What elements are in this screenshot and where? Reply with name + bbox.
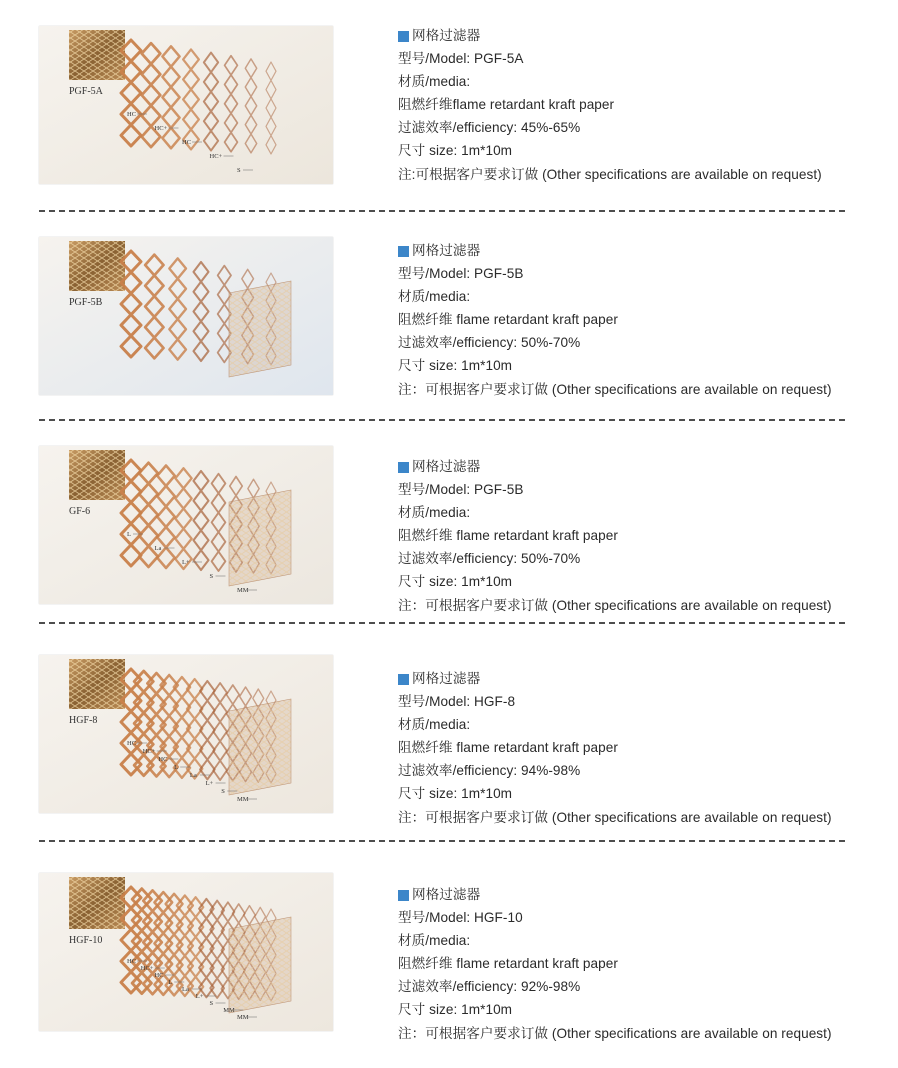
product-photo [39,655,333,813]
filter-illustration [39,446,333,604]
layer-label: HC+ [142,748,156,755]
note-line: 注：可根据客户要求订做 (Other specifications are available on request) [398,381,832,397]
layer-label: L+ [195,993,204,1000]
filter-illustration [39,655,333,813]
size-line: 尺寸 size: 1m*10m [398,358,513,374]
layer-label: L+ [205,780,214,787]
layer-label: La [154,545,162,552]
model-line: 型号/Model: PGF-5B [398,482,524,498]
model-tag: HGF-10 [69,935,103,946]
heading-text: 网格过滤器 [412,887,481,902]
note-line: 注：可根据客户要求订做 (Other specifications are available on request) [398,809,832,825]
filter-illustration [39,26,333,184]
blue-square-icon [398,246,409,257]
spec-block [398,667,832,829]
product-section [0,0,898,210]
product-photo [39,26,333,184]
media-label-line: 材质/media: [398,717,471,733]
efficiency-line: 过滤效率/efficiency: 45%-65% [398,120,581,136]
spec-heading [398,455,832,478]
spec-heading [398,667,832,690]
note-line: 注：可根据客户要求订做 (Other specifications are available on request) [398,1025,832,1041]
size-line: 尺寸 size: 1m*10m [398,574,513,590]
product-section [0,843,898,1053]
spec-block [398,883,832,1045]
section-divider [39,210,845,212]
blue-square-icon [398,674,409,685]
note-line: 注:可根据客户要求订做 (Other specifications are available on request) [398,166,822,182]
layer-label: HC+ [140,965,154,972]
layer-label: HC [158,756,168,763]
product-section [0,419,898,629]
efficiency-line: 过滤效率/efficiency: 92%-98% [398,979,581,995]
efficiency-line: 过滤效率/efficiency: 50%-70% [398,551,581,567]
product-photo [39,873,333,1031]
filter-illustration [39,237,333,395]
layer-label: La [182,986,189,993]
layer-label: HC+ [209,153,223,160]
layer-label: L [127,531,131,538]
layer-label: L [168,979,173,986]
media-line: 阻燃纤维 flame retardant kraft paper [398,312,618,328]
model-line: 型号/Model: HGF-10 [398,910,523,926]
size-line: 尺寸 size: 1m*10m [398,786,513,802]
heading-text: 网格过滤器 [412,243,481,258]
layer-label: HC [127,740,137,747]
model-tag: PGF-5A [69,86,103,97]
model-tag: GF-6 [69,506,91,517]
media-label-line: 材质/media: [398,289,471,305]
media-line: 阻燃纤维flame retardant kraft paper [398,97,615,113]
note-line: 注：可根据客户要求订做 (Other specifications are available on request) [398,597,832,613]
layer-label: MM [223,1007,235,1014]
layer-label: La [189,772,197,779]
layer-label: HC [182,139,192,146]
blue-square-icon [398,462,409,473]
model-tag: HGF-8 [69,715,98,726]
model-line: 型号/Model: PGF-5A [398,51,524,67]
heading-text: 网格过滤器 [412,671,481,686]
spec-heading [398,24,822,47]
layer-label: MM [237,1014,249,1021]
heading-text: 网格过滤器 [412,459,481,474]
product-section [0,210,898,420]
section-divider [39,840,845,842]
product-photo [39,446,333,604]
layer-label: S [221,788,225,795]
layer-label: HC [127,111,137,118]
heading-text: 网格过滤器 [412,28,481,43]
section-divider [39,622,845,624]
media-line: 阻燃纤维 flame retardant kraft paper [398,740,618,756]
product-section [0,625,898,835]
section-divider [39,419,845,421]
layer-label: S [209,573,214,580]
layer-label: HC [154,972,164,979]
size-line: 尺寸 size: 1m*10m [398,1002,513,1018]
model-line: 型号/Model: HGF-8 [398,694,516,710]
spec-heading [398,239,832,262]
layer-label: S [209,1000,214,1007]
efficiency-line: 过滤效率/efficiency: 94%-98% [398,763,581,779]
media-label-line: 材质/media: [398,74,471,90]
blue-square-icon [398,890,409,901]
model-tag: PGF-5B [69,297,103,308]
spec-block [398,24,822,186]
layer-label: L+ [182,559,190,566]
media-label-line: 材质/media: [398,505,471,521]
layer-label: S [237,167,241,174]
media-label-line: 材质/media: [398,933,471,949]
media-line: 阻燃纤维 flame retardant kraft paper [398,528,618,544]
size-line: 尺寸 size: 1m*10m [398,143,513,159]
spec-heading [398,883,832,906]
blue-square-icon [398,31,409,42]
spec-block [398,455,832,617]
layer-label: MM [237,796,249,803]
media-line: 阻燃纤维 flame retardant kraft paper [398,956,618,972]
filter-illustration [39,873,333,1031]
product-photo [39,237,333,395]
efficiency-line: 过滤效率/efficiency: 50%-70% [398,335,581,351]
layer-label: MM [237,587,249,594]
layer-label: L [174,764,179,771]
layer-label: HC+ [154,125,168,132]
layer-label: HC [127,958,137,965]
model-line: 型号/Model: PGF-5B [398,266,524,282]
spec-block [398,239,832,401]
